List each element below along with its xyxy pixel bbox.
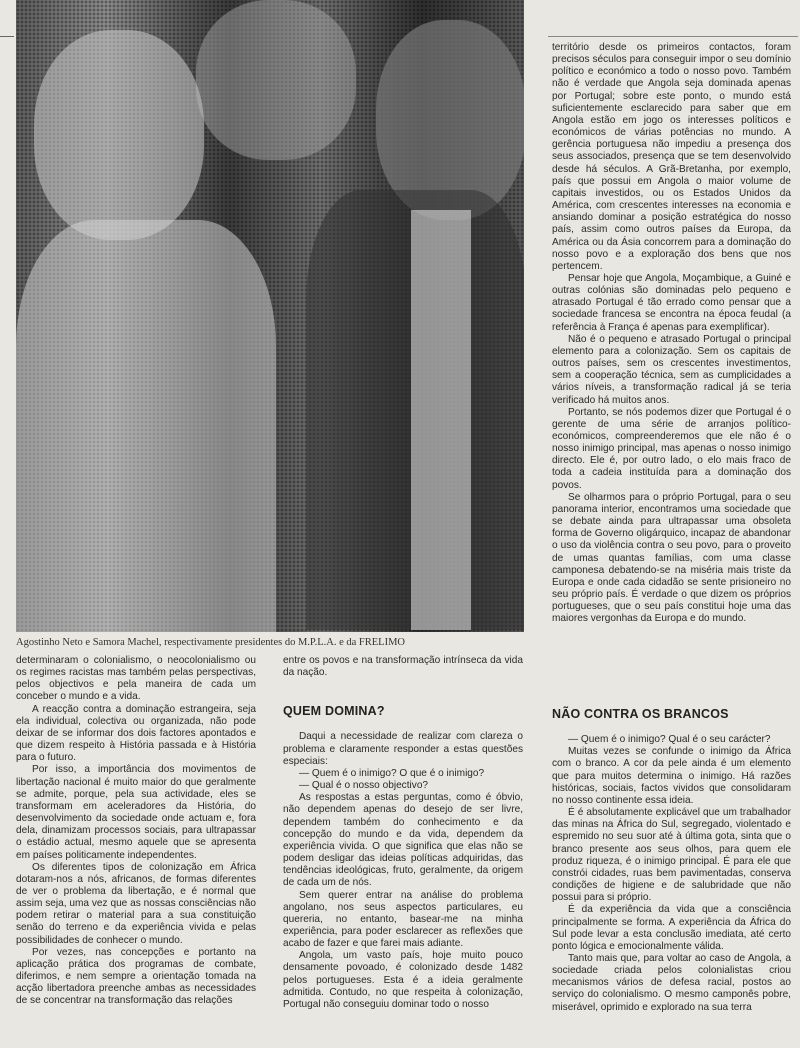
photo-figure-right-shirt xyxy=(411,210,471,630)
section-heading-quem-domina: QUEM DOMINA? xyxy=(283,704,385,719)
paragraph: Tanto mais que, para voltar ao caso de Angola, a sociedade criada pelos colonialistas criou mecanismos vários de defesa racial, postos ao serviço do colonialismo. O mesmo camponês pobre, miserável, oprimido e explorado na sua terra xyxy=(552,952,791,1013)
paragraph: Portanto, se nós podemos dizer que Portugal é o gerente de uma série de arranjos político-económicos, compreenderemos que ele não é o nosso inimigo principal, mas apenas o nosso inimigo directo. Ele é, por outro lado, o elo mais fraco de toda a cadeia instituída para a dominação dos povos. xyxy=(552,406,791,491)
photo-figure-left-head xyxy=(34,30,204,240)
paragraph: — Quem é o inimigo? Qual é o seu carácter? xyxy=(568,734,771,746)
paragraph: Por isso, a importância dos movimentos de libertação nacional é muito maior do que geralmente se admite, porque, pela sua actividade, eles se transformam em aceleradores da História, do desenvolvimento da sociedade onde actuam e, fora dela, dinamizam processos sociais, para ultrapassar o estádio actual, mesmo aquele que se apresenta em países politicamente independentes. xyxy=(16,764,256,861)
paragraph: — Quem é o inimigo? O que é o inimigo? xyxy=(299,767,485,779)
paragraph: entre os povos e na transformação intrínseca da vida da nação. xyxy=(283,655,523,679)
paragraph: Daqui a necessidade de realizar com clareza o problema e claramente responder a estas questões especiais: xyxy=(283,731,523,767)
photo-caption: Agostinho Neto e Samora Machel, respectivamente presidentes do M.P.L.A. e da FRELIMO xyxy=(16,637,405,648)
paragraph: Muitas vezes se confunde o inimigo da África com o branco. A cor da pele ainda é um elemento que para muitos determina o inimigo. Há razões históricas, sociais, factos vividos que consolidaram no nosso continente essa ideia. xyxy=(552,746,791,806)
paragraph: Pensar hoje que Angola, Moçambique, a Guiné e outras colónias são dominadas pelo pequeno e atrasado Portugal é tão errado como pensar que a sociedade francesa se encontra na época feudal (a referência à França é apenas para exemplificar). xyxy=(552,272,791,333)
photo-agostinho-neto-samora-machel xyxy=(16,0,524,632)
paragraph: Os diferentes tipos de colonização em África dotaram-nos a nós, africanos, de formas diferentes de ver o problema da libertação, e é normal que assim seja, uma vez que as nossas consciências não podem retirar o material para a sua constituição senão do terreno e da experiência vivida e pelas possibilidades de conhecer o mundo. xyxy=(16,861,256,946)
paragraph: É é absolutamente explicável que um trabalhador das minas na África do Sul, segregado, violentado e espremido no seu suor até à última gota, sinta que o branco presente aos seus olhos, para quem ele produz riqueza, é o inimigo principal. É para ele que constrói cidades, ruas bem pavimentadas, conserva condições de higiene e de salubridade que não possui para si próprio. xyxy=(552,807,791,904)
paragraph: Sem querer entrar na análise do problema angolano, nos seus aspectos particulares, eu quereria, no entanto, basear-me na minha experiência, para poder esclarecer as reflexões que acabo de fazer e que farei mais adiante. xyxy=(283,889,523,950)
paragraph: As respostas a estas perguntas, como é óbvio, não dependem apenas do desejo de ser livre, dependem também do conhecimento e da concepção do mundo e da vida, dependem da experiência vivida. O que significa que elas não se podem desligar das ideias políticas adquiridas, das tendências ideológicas, fruto, geralmente, da origem de cada um de nós. xyxy=(283,792,523,889)
paragraph: determinaram o colonialismo, o neocolonialismo ou os regimes racistas mas também pelas perspectivas, pelos objectivos e pela maneira de cada um conceber o mundo e a vida. xyxy=(16,655,256,703)
paragraph: território desde os primeiros contactos, foram precisos séculos para conseguir impor o seu domínio político e económico a todo o nosso povo. Também não é verdade que Angola seja dominada apenas por Portugal; sobre este ponto, o mundo está suficientemente esclarecido para saber que em Angola estão em jogo os interesses políticos e económicos de várias potências no mundo. A gerência portuguesa não impediu a presença dos seus associados, presença que se tem desenvolvido desde há séculos. A Grã-Bretanha, por exemplo, país que possui em Angola o maior volume de capitais investidos, ou os Estados Unidos da América, com crescentes interesses na economia e ansiando dominar a posição estratégica do nosso país, assim como outros países da Europa, da América ou da Ásia concorrem para a dominação do nosso povo e a exploração dos bens que nos pertencem. xyxy=(552,42,791,272)
right-column-section xyxy=(552,708,791,1014)
photo-figure-left-body xyxy=(16,220,276,632)
paragraph: Por vezes, nas concepções e portanto na aplicação prática dos programas de combate, diferimos, e nem sempre a orientação tomada na acção libertadora preenche ambas as necessidades de se concentrar na transformação das relações xyxy=(16,946,256,1007)
top-rule xyxy=(548,36,798,37)
paragraph: Se olharmos para o próprio Portugal, para o seu panorama interior, encontramos uma sociedade que se debate ainda para ultrapassar uma obsoleta forma de Governo oligárquico, incapaz de abandonar o uso da violência contra o seu povo, para o proveito de umas quantas famílias, com uma classe camponesa debatendo-se na miséria mais triste da Europa e onde cada cidadão se sente prisioneiro no seu próprio país. É verdade o que dizem os próprios portugueses, que o seu país constitui hoje uma das maiores vergonhas da Europa e do mundo. xyxy=(552,491,791,625)
left-column xyxy=(16,655,256,1008)
section-heading-nao-contra-os-brancos: NÃO CONTRA OS BRANCOS xyxy=(552,707,729,721)
paragraph: É da experiência da vida que a consciência principalmente se forma. A experiência da África do Sul pode levar a esta conclusão imediata, até certo ponto lógica e emocionalmente válida. xyxy=(552,904,791,952)
paragraph: A reacção contra a dominação estrangeira, seja ela individual, colectiva ou organizada, não pode deixar de se informar dos dois factores apontados e que dizem respeito à História passada e à História para o futuro. xyxy=(16,703,256,764)
photo-figure-background xyxy=(196,0,356,160)
margin-tick xyxy=(0,36,14,37)
middle-column xyxy=(283,655,523,1011)
paragraph: Não é o pequeno e atrasado Portugal o principal elemento para a colonização. Sem os capitais de outros países, sem os crescentes investimentos, sem a cooperação técnica, sem as cumplicidades a vários níveis, a transformação radical já se teria verificado há muitos anos. xyxy=(552,333,791,406)
right-column xyxy=(552,42,791,626)
paragraph: — Qual é o nosso objectivo? xyxy=(299,780,429,792)
paragraph: Angola, um vasto país, hoje muito pouco densamente povoado, é colonizado desde 1482 pelos portugueses. Esta é a ideia geralmente admitida. Contudo, no que respeita à colonização, Portugal não conseguiu dominar todo o nosso xyxy=(283,950,523,1010)
